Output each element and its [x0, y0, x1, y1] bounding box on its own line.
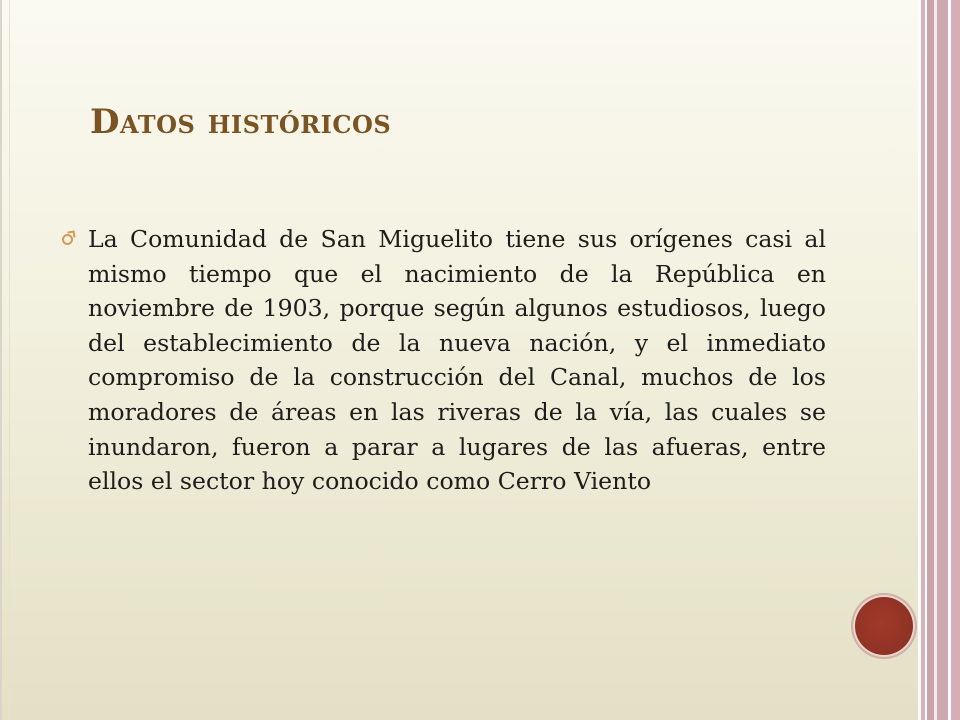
left-edge-divider	[0, 0, 10, 720]
right-decorative-band	[918, 0, 960, 720]
decorative-circle-icon	[855, 597, 913, 655]
slide-title: Datos históricos	[90, 102, 392, 142]
bullet-icon	[62, 234, 73, 245]
bullet-paragraph: La Comunidad de San Miguelito tiene sus orígenes casi al mismo tiempo que el nacimiento de la República en noviembre de 1903, porque según algunos estudiosos, luego del establecimiento de la nueva nación, y el inmediato compromiso de la construcción del Canal, muchos de los moradores de áreas en las riveras de la vía, las cuales se inundaron, fueron a parar a lugares de las afueras, entre ellos el sector hoy conocido como Cerro Viento	[88, 225, 826, 496]
